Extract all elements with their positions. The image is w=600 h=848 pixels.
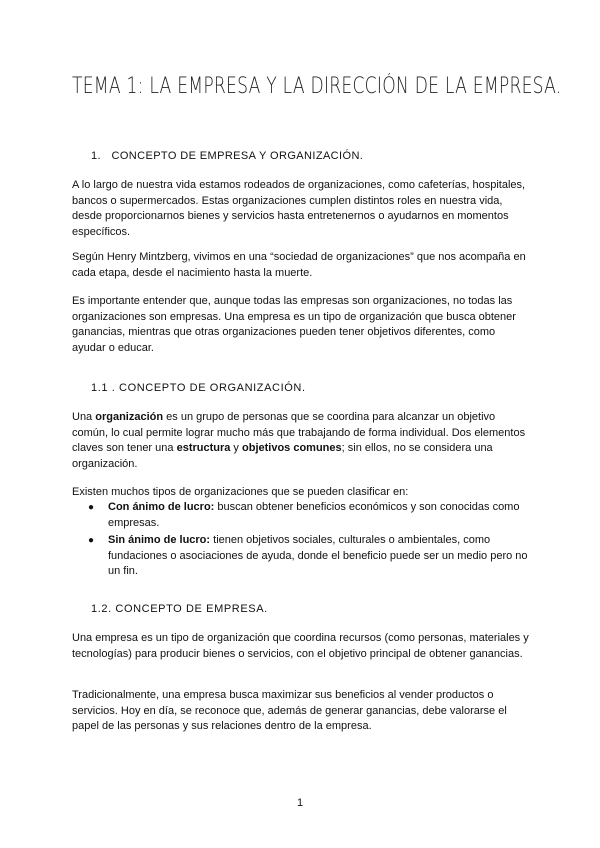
bullet-icon: ● <box>88 502 95 513</box>
paragraph: Según Henry Mintzberg, vivimos en una “sociedad de organizaciones” que nos acompaña en cada etapa, desde el nacimiento hasta la muerte. <box>72 251 526 279</box>
list-item <box>72 500 530 531</box>
text-run: y <box>230 442 242 455</box>
paragraph: Una empresa es un tipo de organización que coordina recursos (como personas, materiales y tecnologías) para producir bienes o servicios, con el objetivo principal de obtener ganancias. <box>72 632 529 660</box>
bold-term: estructura <box>176 442 231 455</box>
section-1-1-heading: 1.1 . CONCEPTO DE ORGANIZACIÓN. <box>91 382 306 394</box>
paragraph: A lo largo de nuestra vida estamos rodeados de organizaciones, como cafeterías, hospitales, bancos o supermercados. Estas organizaciones cumplen distintos roles en nuestra vida, desde proporcionarnos bienes y servicios hasta entretenernos o ayudarnos en momentos específicos. <box>72 179 526 238</box>
paragraph: Es importante entender que, aunque todas las empresas son organizaciones, no todas las organizaciones son empresas. Una empresa es un tipo de organización que busca obtener ganancias, mientras que otras organizaciones pueden tener objetivos diferentes, como ayudar o educar. <box>72 295 516 354</box>
organization-types-list <box>72 500 530 582</box>
document-title: TEMA 1: LA EMPRESA Y LA DIRECCIÓN DE LA EMPRESA. <box>72 74 562 99</box>
paragraph: Tradicionalmente, una empresa busca maximizar sus beneficios al vender productos o servicios. Hoy en día, se reconoce que, además de generar ganancias, debe valorarse el papel de las personas y sus relaciones dentro de la empresa. <box>72 689 507 733</box>
list-item <box>72 533 530 580</box>
classification-intro: Existen muchos tipos de organizaciones que se pueden clasificar en: <box>72 486 409 498</box>
list-item-label: Sin ánimo de lucro: <box>108 534 211 547</box>
bold-term: objetivos comunes <box>242 442 342 455</box>
organization-definition-paragraph <box>72 410 530 472</box>
bold-term: organización <box>95 411 164 423</box>
list-item-text: buscan obtener beneficios económicos y son conocidas como empresas. <box>108 501 520 529</box>
text-run: Una <box>72 411 96 423</box>
list-item-text: tienen objetivos sociales, culturales o ambientales, como fundaciones o asociaciones de ayuda, donde el beneficio puede ser un medio pero no un fin. <box>108 534 528 578</box>
section-1-2-heading: 1.2. CONCEPTO DE EMPRESA. <box>91 603 268 615</box>
page-number: 1 <box>296 797 304 809</box>
section-1-heading <box>91 150 363 162</box>
section-1-heading-text: CONCEPTO DE EMPRESA Y ORGANIZACIÓN. <box>111 150 364 162</box>
section-1-number: 1. <box>91 150 101 162</box>
bullet-icon: ● <box>88 535 95 547</box>
text-run: ; sin ellos, no se considera una organización. <box>72 442 493 470</box>
text-run: es un grupo de personas que se coordina para alcanzar un objetivo común, lo cual permite lograr mucho más que trabajando de forma individual. Dos elementos claves son tener una <box>72 411 526 455</box>
list-item-label: Con ánimo de lucro: <box>108 501 215 513</box>
